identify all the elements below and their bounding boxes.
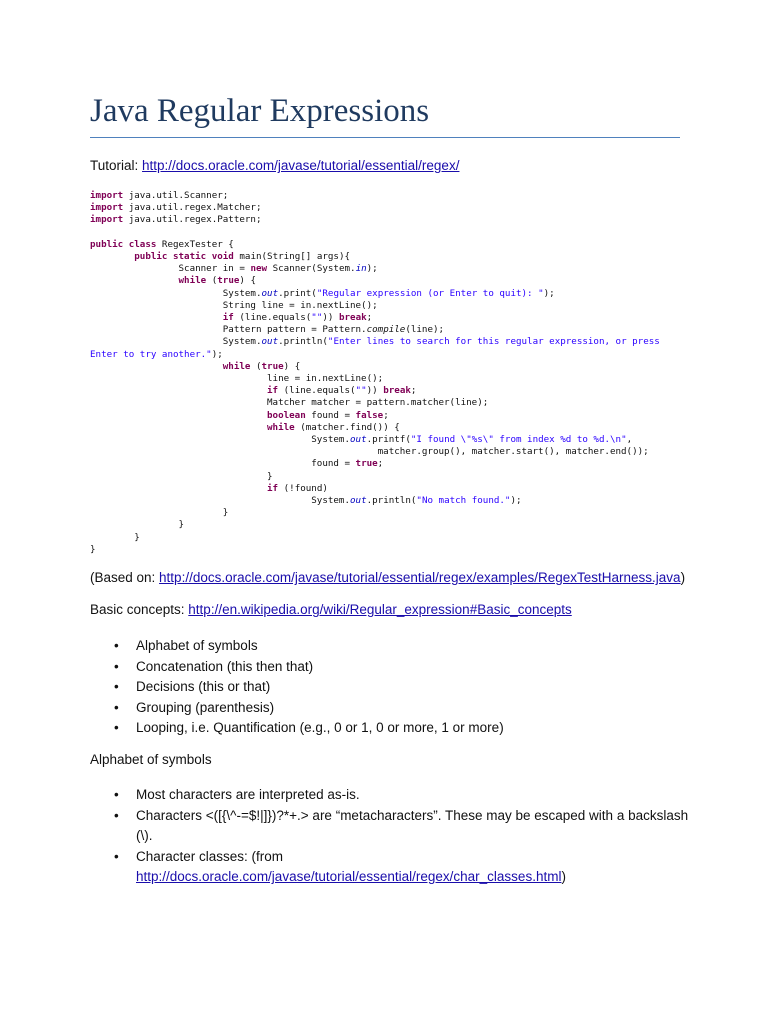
code-block xyxy=(90,190,660,556)
code-line: } xyxy=(90,543,96,555)
based-on-line xyxy=(90,570,685,585)
based-on-link[interactable]: http://docs.oracle.com/javase/tutorial/essential/regex/examples/RegexTestHarness.java xyxy=(159,570,681,585)
code-line: Enter to try another."); xyxy=(90,348,223,360)
code-line: boolean found = false; xyxy=(267,409,389,421)
code-line: import java.util.Scanner; xyxy=(90,190,229,201)
code-line: while (true) { xyxy=(178,275,257,287)
list-item: • Decisions (this or that) xyxy=(0,677,504,698)
bullet-icon: • xyxy=(114,720,119,735)
based-on-prefix: (Based on: xyxy=(90,570,160,585)
bullet-icon: • xyxy=(114,679,119,694)
list-item: • Alphabet of symbols xyxy=(0,636,504,657)
bullet-icon: • xyxy=(114,848,119,864)
code-line: public class RegexTester { xyxy=(90,238,234,250)
code-line: while (matcher.find()) { xyxy=(267,421,400,433)
title-underline xyxy=(90,137,680,138)
bullet-icon: • xyxy=(114,638,119,653)
char-classes-link[interactable]: http://docs.oracle.com/javase/tutorial/essential/regex/char_classes.html xyxy=(136,869,562,884)
basic-concepts-label: Basic concepts: xyxy=(90,602,189,617)
list-item: • Grouping (parenthesis) xyxy=(0,698,504,719)
tutorial-link[interactable]: http://docs.oracle.com/javase/tutorial/essential/regex/ xyxy=(142,158,460,173)
code-line: line = in.nextLine(); xyxy=(267,373,384,385)
basic-concepts-link[interactable]: http://en.wikipedia.org/wiki/Regular_expression#Basic_concepts xyxy=(188,602,572,617)
tutorial-label: Tutorial: xyxy=(90,158,143,173)
concepts-list xyxy=(0,636,504,739)
code-line: import java.util.regex.Pattern; xyxy=(90,214,262,226)
list-item: • Characters <([{\^-=$!|]})?*+.> are “metacharacters”. These may be escaped with a backslash (\). xyxy=(114,807,689,843)
code-line: Pattern pattern = Pattern.compile(line); xyxy=(222,324,445,336)
page-title: Java Regular Expressions xyxy=(90,93,430,129)
code-line: import java.util.regex.Matcher; xyxy=(90,202,262,214)
code-line: System.out.print("Regular expression (or Enter to quit): "); xyxy=(222,287,555,299)
code-line: System.out.println("No match found."); xyxy=(311,495,522,507)
based-on-suffix: ) xyxy=(680,570,686,585)
list-item: • Concatenation (this then that) xyxy=(0,657,504,678)
tutorial-line xyxy=(90,158,459,173)
bullet-icon: • xyxy=(114,699,119,715)
basic-concepts-line xyxy=(90,602,572,617)
code-line: matcher.group(), matcher.start(), matcher.end()); xyxy=(377,446,649,458)
code-line: } xyxy=(267,470,273,482)
list-item: • Looping, i.e. Quantification (e.g., 0 or 1, 0 or more, 1 or more) xyxy=(0,718,504,739)
code-line: } xyxy=(222,507,229,519)
code-line: String line = in.nextLine(); xyxy=(222,299,378,311)
alphabet-list xyxy=(0,785,688,888)
code-line: if (!found) xyxy=(267,482,328,494)
alphabet-heading: Alphabet of symbols xyxy=(90,752,212,767)
code-line: if (line.equals("")) break; xyxy=(267,385,417,397)
code-line: public static void main(String[] args){ xyxy=(134,251,351,263)
bullet-icon: • xyxy=(114,787,119,802)
code-line: Matcher matcher = pattern.matcher(line); xyxy=(267,397,489,409)
code-line: found = true; xyxy=(311,458,384,470)
list-item: • Character classes: (from http://docs.oracle.com/javase/tutorial/essential/regex/char_classes.html) xyxy=(114,848,566,884)
code-line: System.out.printf("I found \"%s\" from index %d to %d.\n", xyxy=(311,434,633,446)
code-line: } xyxy=(178,519,185,531)
bullet-icon: • xyxy=(114,807,119,823)
code-line: } xyxy=(134,531,140,543)
code-line: Scanner in = new Scanner(System.in); xyxy=(178,263,378,275)
bullet-icon: • xyxy=(114,658,119,674)
code-line: if (line.equals("")) break; xyxy=(222,312,373,324)
code-line: System.out.println("Enter lines to search for this regular expression, or press xyxy=(222,336,660,348)
code-line: while (true) { xyxy=(222,360,301,372)
list-item: • Most characters are interpreted as-is. xyxy=(0,785,688,806)
